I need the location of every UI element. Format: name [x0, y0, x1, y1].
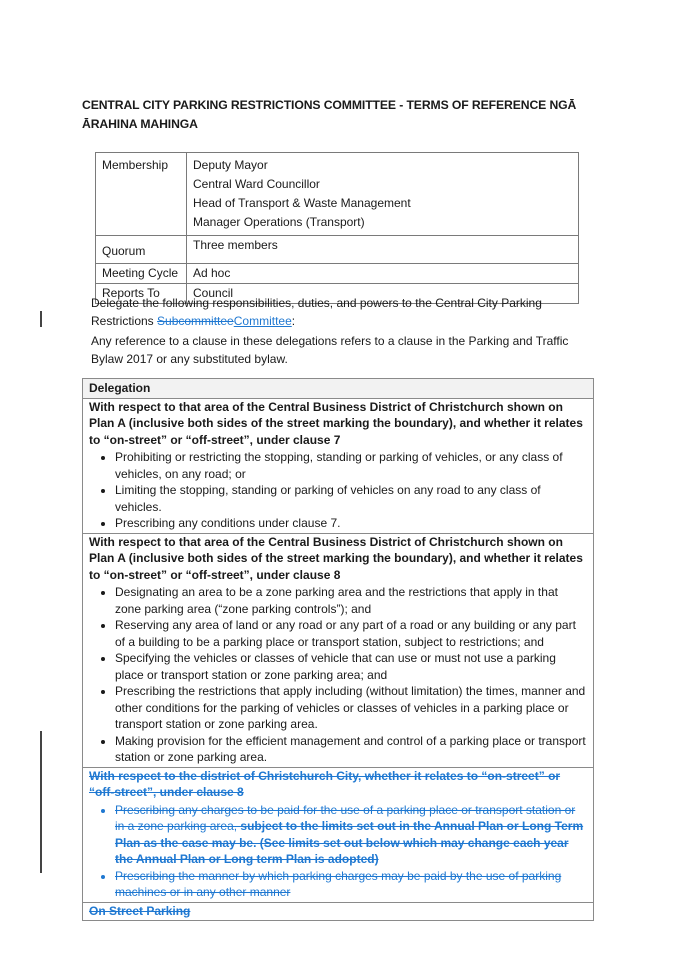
row-membership	[96, 153, 579, 236]
row-quorum	[96, 236, 579, 264]
change-bar	[40, 311, 42, 327]
delegation-section-clause-7	[83, 398, 594, 533]
delegation-section-deleted	[83, 767, 594, 902]
list-item: • Specifying the vehicles or classes of vehicle that can use or must not use a parking place or transport station or zone parking area; and	[115, 650, 587, 683]
value-quorum: Three members	[187, 236, 579, 264]
change-bar	[40, 731, 42, 873]
clause-reference-paragraph: Any reference to a clause in these delegations refers to a clause in the Parking and Traffic Bylaw 2017 or any substituted bylaw.	[91, 334, 569, 366]
section-heading: With respect to that area of the Central Business District of Christchurch shown on Plan A (inclusive both sides of the street marking the boundary), and whether it relates to “on-street” or “off-street”, under clause 8	[89, 534, 583, 582]
list-item: • Designating an area to be a zone parking area and the restrictions that apply in that zone parking area (“zone parking controls”); and	[115, 584, 587, 617]
member-deputy-mayor: Deputy Mayor	[193, 158, 268, 172]
label-membership: Membership	[96, 153, 187, 236]
list-item: • Making provision for the efficient management and control of a parking place or transport station or zone parking area.	[115, 733, 587, 766]
on-street-parking-row	[83, 902, 594, 921]
delegation-table	[82, 378, 594, 921]
value-meeting-cycle: Ad hoc	[187, 264, 579, 284]
label-quorum: Quorum	[96, 236, 187, 264]
bullet-list	[89, 449, 587, 532]
section-heading: With respect to that area of the Central Business District of Christchurch shown on Plan A (inclusive both sides of the street marking the boundary), and whether it relates to “on-street” or “off-street”, under clause 7	[89, 399, 583, 447]
list-item: • Reserving any area of land or any road or any part of a road or any building or any part of a building to be a parking place or transport station, subject to restrictions; and	[115, 617, 587, 650]
deleted-section-heading: On Street Parking	[89, 903, 191, 918]
list-item: • Prohibiting or restricting the stopping, standing or parking of vehicles, or any class of vehicles, on any road; or	[115, 449, 587, 482]
bullet-list	[89, 584, 587, 766]
inserted-text: Committee	[233, 313, 292, 328]
value-reports-to: Council	[187, 284, 579, 304]
label-reports-to: Reports To	[96, 284, 187, 304]
member-manager-operations: Manager Operations (Transport)	[193, 215, 365, 229]
label-meeting-cycle: Meeting Cycle	[96, 264, 187, 284]
deleted-text: Subcommittee	[157, 313, 234, 328]
member-head-of-transport: Head of Transport & Waste Management	[193, 196, 411, 210]
page-title: CENTRAL CITY PARKING RESTRICTIONS COMMITTEE - TERMS OF REFERENCE NGĀ ĀRAHINA MAHINGA	[82, 98, 577, 131]
list-item: • Limiting the stopping, standing or parking of vehicles on any road to any class of vehicles.	[115, 482, 587, 515]
member-central-ward-councillor: Central Ward Councillor	[193, 177, 320, 191]
list-item: • Prescribing any conditions under clause 7.	[115, 515, 587, 532]
bullet-list	[89, 802, 587, 901]
delegation-section-clause-8	[83, 533, 594, 767]
delegation-header: Delegation	[83, 379, 594, 399]
list-item: • Prescribing the restrictions that apply including (without limitation) the times, manner and other conditions for the parking of vehicles or classes of vehicles in a parking place or transport station or zone parking area.	[115, 683, 587, 733]
delegate-paragraph: Delegate the following responsibilities, duties, and powers to the Central City Parking Restrictions SubcommitteeCommittee:	[91, 296, 542, 328]
row-meeting-cycle	[96, 264, 579, 284]
deleted-list-item: • Prescribing any charges to be paid for the use of a parking place or transport station or in a zone parking area, subject to the limits set out in the Annual Plan or Long Term Plan as the case may be. (See limits set out below which may change each year the Annual Plan or Long term Plan is adopted)	[115, 802, 587, 868]
terms-info-table	[95, 152, 579, 304]
deleted-list-item: • Prescribing the manner by which parking charges may be paid by the use of parking machines or in any other manner	[115, 868, 587, 901]
deleted-section-heading: With respect to the district of Christchurch City, whether it relates to “on-street” or “off-street”, under clause 8	[89, 768, 561, 799]
delegation-header-row	[83, 379, 594, 399]
